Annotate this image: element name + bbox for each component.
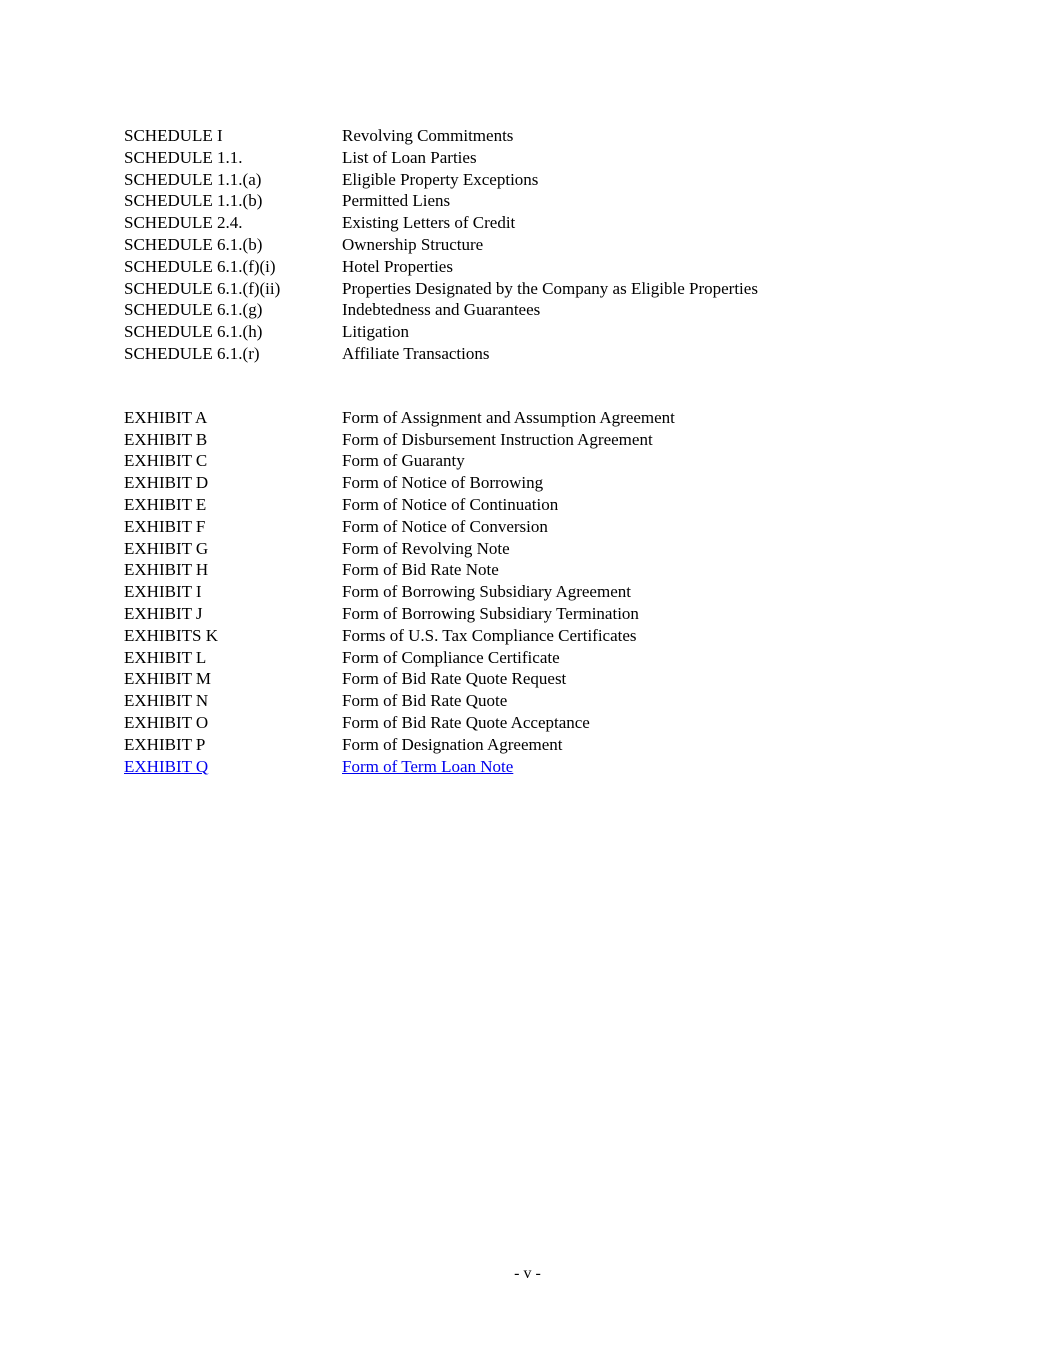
exhibit-row [124,429,995,451]
exhibit-label: EXHIBIT J [124,603,203,623]
exhibit-title: Form of Guaranty [342,451,465,471]
schedule-row [124,125,995,147]
schedule-row [124,234,995,256]
schedule-row [124,299,995,321]
schedule-title: Indebtedness and Guarantees [342,300,541,320]
exhibit-label[interactable]: EXHIBIT Q [124,756,209,776]
exhibit-row [124,450,995,472]
table-of-contents [124,125,995,777]
exhibit-row [124,472,995,494]
exhibit-title: Form of Bid Rate Quote Request [342,669,567,689]
schedule-label: SCHEDULE I [124,126,223,145]
schedule-title: Ownership Structure [342,234,484,254]
exhibit-label: EXHIBIT E [124,494,207,514]
schedule-label: SCHEDULE 6.1.(g) [124,300,263,320]
schedule-title: Properties Designated by the Company as Eligible Properties [342,278,758,298]
schedule-title: Affiliate Transactions [342,343,490,363]
exhibit-label: EXHIBIT O [124,712,209,732]
schedule-label: SCHEDULE 6.1.(f)(i) [124,256,276,276]
exhibit-label: EXHIBITS K [124,625,218,645]
exhibit-label: EXHIBIT A [124,407,208,427]
exhibit-row [124,712,995,734]
exhibits-list [124,407,995,778]
schedule-label: SCHEDULE 6.1.(f)(ii) [124,278,281,298]
exhibit-label: EXHIBIT G [124,538,209,558]
schedule-title: Litigation [342,322,410,342]
exhibit-title: Form of Bid Rate Quote [342,691,508,711]
schedule-label: SCHEDULE 1.1.(b) [124,191,263,211]
exhibit-title: Form of Designation Agreement [342,734,563,754]
exhibit-title: Forms of U.S. Tax Compliance Certificates [342,625,637,645]
exhibit-title: Form of Bid Rate Quote Acceptance [342,712,590,732]
exhibit-label: EXHIBIT H [124,560,209,580]
exhibit-label: EXHIBIT P [124,734,206,754]
exhibit-title: Form of Compliance Certificate [342,647,560,667]
exhibit-label: EXHIBIT F [124,516,206,536]
schedule-title: List of Loan Parties [342,147,477,167]
schedule-row [124,190,995,212]
schedule-label: SCHEDULE 6.1.(r) [124,343,260,363]
exhibit-label: EXHIBIT L [124,647,207,667]
exhibit-title: Form of Borrowing Subsidiary Termination [342,603,639,623]
exhibit-label: EXHIBIT I [124,582,202,602]
exhibit-row [124,690,995,712]
schedule-row [124,321,995,343]
exhibit-row [124,559,995,581]
page-number: - v - [514,1265,541,1282]
exhibit-row [124,407,995,429]
schedule-label: SCHEDULE 2.4. [124,213,243,233]
exhibit-title: Form of Borrowing Subsidiary Agreement [342,582,631,602]
exhibit-row [124,625,995,647]
exhibit-label: EXHIBIT C [124,451,208,471]
schedule-label: SCHEDULE 1.1.(a) [124,169,262,189]
schedule-title: Revolving Commitments [342,126,514,145]
exhibit-label: EXHIBIT N [124,691,209,711]
exhibit-row [124,516,995,538]
exhibit-title: Form of Revolving Note [342,538,510,558]
exhibit-row [124,603,995,625]
schedule-row [124,169,995,191]
exhibit-title[interactable]: Form of Term Loan Note [342,756,514,776]
schedule-row [124,343,995,365]
schedule-row [124,278,995,300]
exhibit-title: Form of Notice of Borrowing [342,473,544,493]
schedule-label: SCHEDULE 6.1.(h) [124,322,263,342]
schedule-title: Permitted Liens [342,191,451,211]
schedule-row [124,256,995,278]
exhibit-row [124,668,995,690]
exhibit-title: Form of Assignment and Assumption Agreement [342,407,675,427]
exhibit-title: Form of Disbursement Instruction Agreement [342,429,653,449]
schedules-list [124,125,995,365]
exhibit-row [124,756,995,778]
exhibit-row [124,494,995,516]
schedule-title: Existing Letters of Credit [342,213,516,233]
schedule-title: Eligible Property Exceptions [342,169,539,189]
schedule-label: SCHEDULE 6.1.(b) [124,234,263,254]
exhibit-title: Form of Bid Rate Note [342,560,499,580]
exhibit-title: Form of Notice of Continuation [342,494,559,514]
exhibit-row [124,734,995,756]
exhibit-label: EXHIBIT M [124,669,212,689]
exhibit-row [124,538,995,560]
exhibit-label: EXHIBIT B [124,429,208,449]
schedule-label: SCHEDULE 1.1. [124,147,243,167]
schedule-row [124,212,995,234]
schedule-title: Hotel Properties [342,256,453,276]
exhibit-title: Form of Notice of Conversion [342,516,548,536]
exhibit-label: EXHIBIT D [124,473,209,493]
exhibit-row [124,647,995,669]
schedule-row [124,147,995,169]
exhibit-row [124,581,995,603]
